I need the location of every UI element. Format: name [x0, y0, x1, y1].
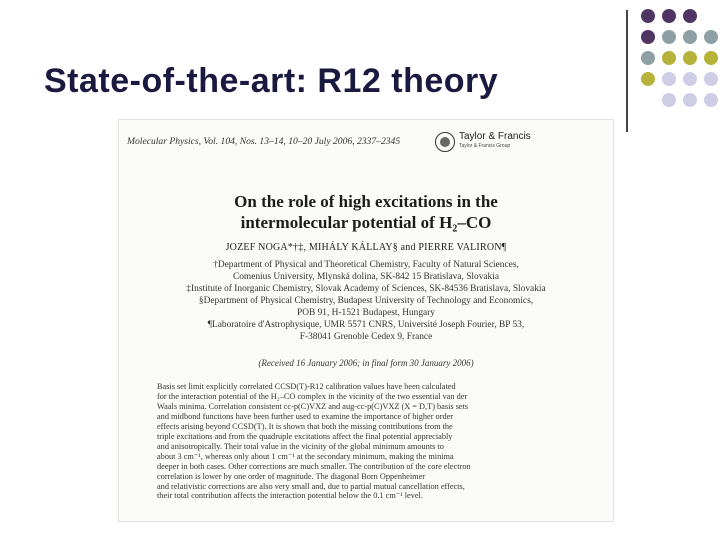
abstract-line: for the interaction potential of the H₂–CO complex in the vicinity of the two essential van der — [157, 391, 468, 401]
decorative-dot — [683, 30, 697, 44]
decorative-dot — [641, 9, 655, 23]
abstract-line: their total contribution affects the interaction potential below the 0.1 cm⁻¹ level. — [157, 491, 423, 501]
paper-excerpt-image — [118, 119, 614, 522]
slide-title: State-of-the-art: R12 theory — [44, 62, 499, 100]
abstract-line: Waals minima. Correlation consistent cc-p(C)VXZ and aug-cc-p(C)VXZ (X = D,T) basis sets — [157, 401, 469, 411]
decorative-dot — [641, 72, 655, 86]
abstract-line: effects arising beyond CCSD(T). It is shown that both the missing contributions from the — [157, 421, 453, 431]
decorative-dot — [662, 93, 676, 107]
publisher-logo-icon — [435, 132, 455, 152]
abstract-line: Basis set limit explicitly correlated CCSD(T)-R12 calibration values have been calculated — [157, 382, 456, 391]
decorative-dot — [662, 30, 676, 44]
decorative-dot — [662, 72, 676, 86]
journal-citation: Molecular Physics, Vol. 104, Nos. 13–14, 10–20 July 2006, 2337–2345 — [127, 136, 401, 147]
abstract-line: and relativistic corrections are also very small and, due to partial mutual cancellation effects, — [157, 481, 465, 491]
decorative-dot — [641, 30, 655, 44]
decorative-dot — [683, 51, 697, 65]
decorative-dot — [704, 51, 718, 65]
decorative-dot — [683, 93, 697, 107]
publisher-logo — [435, 130, 585, 156]
paper-authors: JOZEF NOGA*†‡, MIHÁLY KÁLLAY§ and PIERRE VALIRON¶ — [225, 242, 507, 253]
affiliation-line: Comenius University, Mlynská dolina, SK-842 15 Bratislava, Slovakia — [232, 272, 500, 282]
paper-title-line-2: intermolecular potential of H₂–CO — [240, 213, 492, 232]
affiliation-line: ¶Laboratoire d'Astrophysique, UMR 5571 CNRS, Université Joseph Fourier, BP 53, — [207, 320, 525, 330]
affiliation-line: POB 91, H-1521 Budapest, Hungary — [296, 308, 435, 318]
decorative-dot — [662, 9, 676, 23]
decorative-vertical-rule — [626, 10, 628, 132]
publisher-name: Taylor & Francis — [459, 131, 531, 142]
abstract — [157, 382, 567, 501]
abstract-line: and anisotropically. Their total value in the vicinity of the global minimum amounts to — [157, 441, 444, 451]
affiliation-line: §Department of Physical Chemistry, Budapest University of Technology and Economics, — [198, 296, 534, 306]
abstract-line: and midbond functions have been further used to examine the importance of higher order — [157, 411, 454, 421]
publisher-subtitle: Taylor & Francis Group — [459, 143, 511, 149]
decorative-dot — [704, 72, 718, 86]
abstract-line: correlation is lower by one order of magnitude. The diagonal Born Oppenheimer — [157, 471, 426, 481]
decorative-dot — [704, 30, 718, 44]
paper-title-line-1: On the role of high excitations in the — [234, 192, 498, 211]
abstract-line: about 3 cm⁻¹, whereas only about 1 cm⁻¹ at the secondary minimum, making the minima — [157, 451, 454, 461]
affiliation-line: †Department of Physical and Theoretical Chemistry, Faculty of Natural Sciences, — [213, 260, 519, 270]
affiliation-line: ‡Institute of Inorganic Chemistry, Slovak Academy of Sciences, SK-84536 Bratislava, Slovakia — [186, 284, 546, 294]
affiliation-line: F-38041 Grenoble Cedex 9, France — [299, 332, 433, 342]
decorative-dot — [662, 51, 676, 65]
decorative-dot — [683, 72, 697, 86]
decorative-dot — [641, 51, 655, 65]
decorative-dot — [704, 93, 718, 107]
decorative-dot — [683, 9, 697, 23]
decorative-dot-grid — [641, 9, 720, 129]
abstract-line: deeper in both cases. Other corrections are much smaller. The contribution of the core electron — [157, 461, 471, 471]
abstract-line: triple excitations and from the quadruple excitations affect the final potential appreciably — [157, 431, 453, 441]
received-dates: (Received 16 January 2006; in final form 30 January 2006) — [258, 358, 474, 368]
